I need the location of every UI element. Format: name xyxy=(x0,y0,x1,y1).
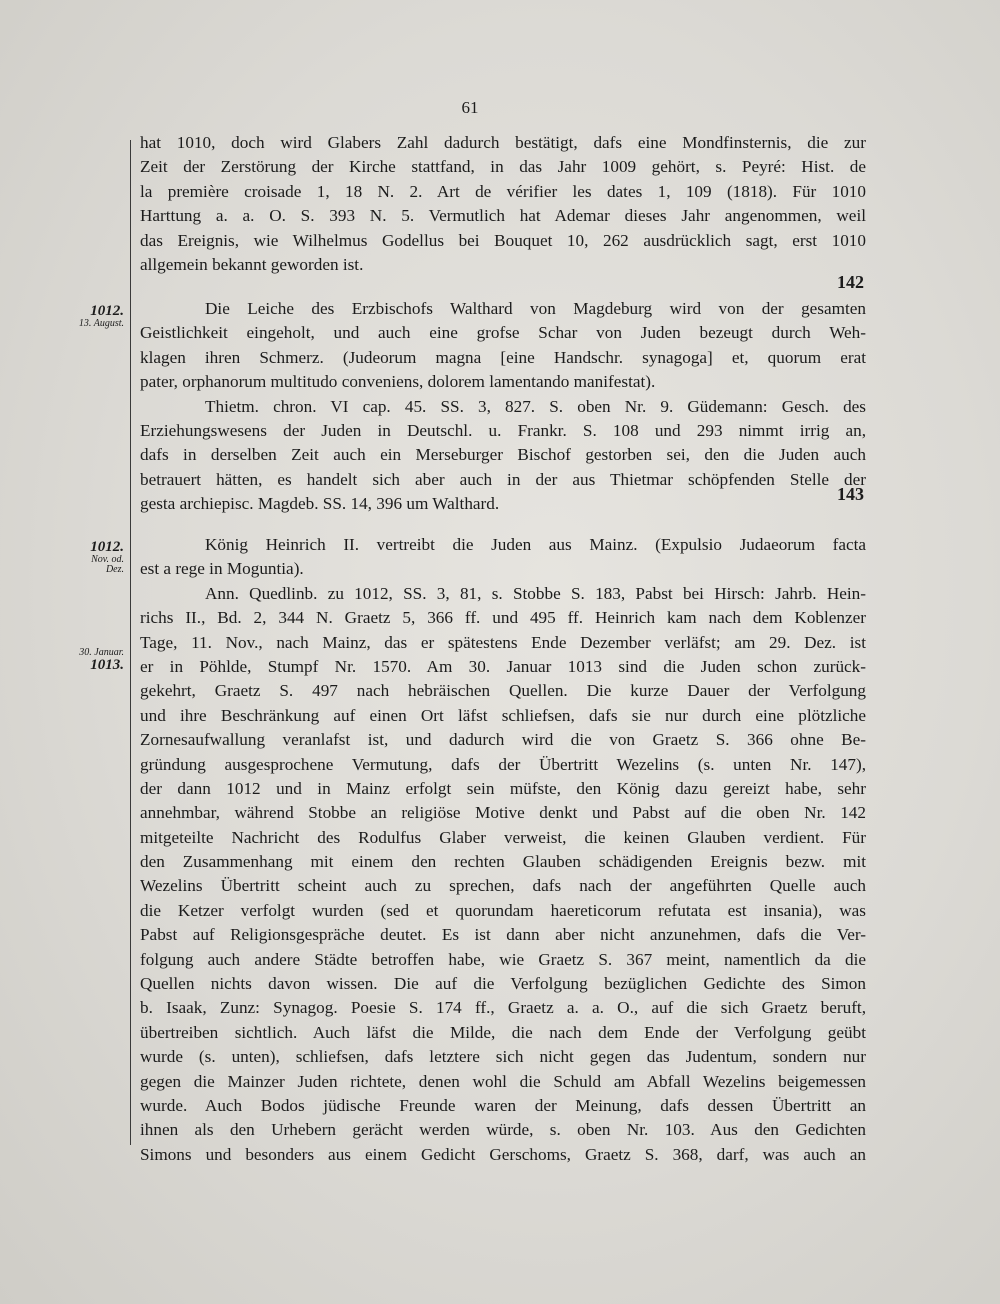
margin-rule xyxy=(130,140,131,1145)
text-line: den Zusammenhang mit einem den rechten Glauben schädigenden Ereignis bezw. mit xyxy=(140,852,866,872)
text-line: annehmbar, während Stobbe an religiöse Motive denkt und Pabst auf die oben Nr. 142 xyxy=(140,803,866,823)
text-line: Wezelins Übertritt scheint auch zu sprechen, dafs nach der angeführten Quelle auch xyxy=(140,876,866,896)
text-line: Simons und besonders aus einem Gedicht Gerschoms, Graetz S. 368, darf, was auch an xyxy=(140,1144,866,1164)
text-line: er in Pöhlde, Stumpf Nr. 1570. Am 30. Januar 1013 sind die Juden schon zurück- xyxy=(140,656,866,676)
text-line: Tage, 11. Nov., nach Mainz, das er spätestens Ende Dezember verläfst; am 29. Dez. ist xyxy=(140,632,866,652)
text-line: Erziehungswesens der Juden in Deutschl. u. Frankr. S. 108 und 293 nimmt irrig an, xyxy=(140,420,866,440)
text-line: betrauert hätten, es handelt sich aber auch in der aus Thietmar schöpfenden Stelle der xyxy=(140,469,866,489)
margin-note-143 xyxy=(90,540,124,575)
margin-note-142 xyxy=(79,304,124,329)
margin-year: 1012. xyxy=(90,303,124,319)
text-line: wurde. Auch Bodos jüdische Freunde waren der Meinung, dafs dessen Übertritt an xyxy=(140,1095,866,1115)
text-line: est a rege in Moguntia). xyxy=(140,559,304,579)
text-line: mitgeteilte Nachricht des Rodulfus Glaber verweist, die keinen Glauben verdient. Für xyxy=(140,827,866,847)
text-line: hat 1010, doch wird Glabers Zahl dadurch bestätigt, dafs eine Mondfinsternis, die zur xyxy=(140,133,866,152)
text-line: Harttung a. a. O. S. 393 N. 5. Vermutlich hat Ademar dieses Jahr angenommen, weil xyxy=(140,206,866,226)
margin-date: 13. August. xyxy=(78,318,124,329)
text-line: Thietm. chron. VI cap. 45. SS. 3, 827. S. oben Nr. 9. Güdemann: Gesch. des xyxy=(205,396,866,416)
text-line: übertreiben sichtlich. Auch läfst die Milde, die nach dem Ende der Verfolgung geübt xyxy=(140,1022,866,1042)
text-line: und ihre Beschränkung auf einen Ort läfst schliefsen, dafs sie nur durch eine plötzliche xyxy=(140,705,866,725)
margin-year: 1013. xyxy=(90,657,124,673)
text-line: Geistlichkeit eingeholt, und auch eine grofse Schar von Juden bezeugt durch Weh- xyxy=(140,323,866,343)
entry-number-142: 142 xyxy=(837,272,864,292)
text-line: Zeit der Zerstörung der Kirche stattfand, in das Jahr 1009 gehört, s. Peyré: Hist. de xyxy=(140,157,866,177)
entry-143-text xyxy=(140,533,866,1167)
text-line: Die Leiche des Erzbischofs Walthard von Magdeburg wird von der gesamten xyxy=(205,299,866,318)
page-number: 61 xyxy=(461,98,479,117)
text-line: dafs in derselben Zeit auch ein Merseburger Bischof gestorben sei, den die Juden auch xyxy=(140,445,866,465)
margin-date: Dez. xyxy=(105,564,124,575)
text-line: gesta archiepisc. Magdeb. SS. 14, 396 um Walthard. xyxy=(140,494,500,514)
text-line: richs II., Bd. 2, 344 N. Graetz 5, 366 ff. und 495 ff. Heinrich kam nach dem Koblenzer xyxy=(140,608,866,628)
text-line: gekehrt, Graetz S. 497 nach hebräischen Quellen. Die kurze Dauer der Verfolgung xyxy=(140,681,866,701)
text-line: allgemein bekannt geworden ist. xyxy=(140,254,364,274)
text-line: ihnen als den Urhebern gerächt werden würde, s. oben Nr. 103. Aus den Gedichten xyxy=(140,1120,866,1140)
text-line: Ann. Quedlinb. zu 1012, SS. 3, 81, s. Stobbe S. 183, Pabst bei Hirsch: Jahrb. Hein- xyxy=(205,583,866,603)
text-line: gegen die Mainzer Juden richtete, denen wohl die Schuld am Abfall Wezelins beigemessen xyxy=(140,1071,866,1091)
text-line: wurde (s. unten), schliefsen, dafs letztere sich nicht gegen das Judentum, sondern nur xyxy=(140,1047,866,1067)
text-line: la première croisade 1, 18 N. 2. Art de vérifier les dates 1, 109 (1818). Für 1010 xyxy=(140,181,866,201)
text-line: Zornesaufwallung veranlafst ist, und dadurch wird die von Graetz S. 366 ohne Be- xyxy=(140,730,866,750)
entry-142-text xyxy=(140,297,866,517)
margin-note-1013 xyxy=(79,648,124,673)
text-line: König Heinrich II. vertreibt die Juden aus Mainz. (Expulsio Judaeorum facta xyxy=(205,535,866,554)
continuation-paragraph xyxy=(140,131,866,277)
text-line: b. Isaak, Zunz: Synagog. Poesie S. 174 ff., Graetz a. a. O., auf die sich Graetz beruft, xyxy=(140,998,866,1018)
entry-number-143: 143 xyxy=(837,484,864,504)
text-line: pater, orphanorum multitudo conveniens, dolorem lamentando manifestat). xyxy=(140,372,656,392)
text-line: das Ereignis, wie Wilhelmus Godellus bei Bouquet 10, 262 ausdrücklich sagt, erst 1010 xyxy=(140,230,866,250)
text-line: die Ketzer verfolgt wurden (sed et quorundam haereticorum refutata est insania), was xyxy=(140,900,866,920)
margin-date: 30. Januar. xyxy=(79,647,124,658)
text-line: Quellen nichts davon wissen. Die auf die Verfolgung bezüglichen Gedichte des Simon xyxy=(140,974,866,994)
text-line: Pabst auf Religionsgespräche deutet. Es ist dann aber nicht anzunehmen, dafs die Ver- xyxy=(140,925,866,945)
text-line: klagen ihren Schmerz. (Judeorum magna [eine Handschr. synagoga] et, quorum erat xyxy=(140,347,866,367)
text-line: der dann 1012 und in Mainz erfolgt sein müfste, den König dazu gereizt habe, sehr xyxy=(140,778,866,798)
margin-year: 1012. xyxy=(90,539,124,555)
text-line: folgung auch andere Städte betroffen habe, wie Graetz S. 367 meint, namentlich da die xyxy=(140,949,866,969)
margin-date: Nov. od. xyxy=(91,554,124,565)
text-line: gründung ausgesprochene Vermutung, dafs der Übertritt Wezelins (s. unten Nr. 147), xyxy=(140,754,866,774)
